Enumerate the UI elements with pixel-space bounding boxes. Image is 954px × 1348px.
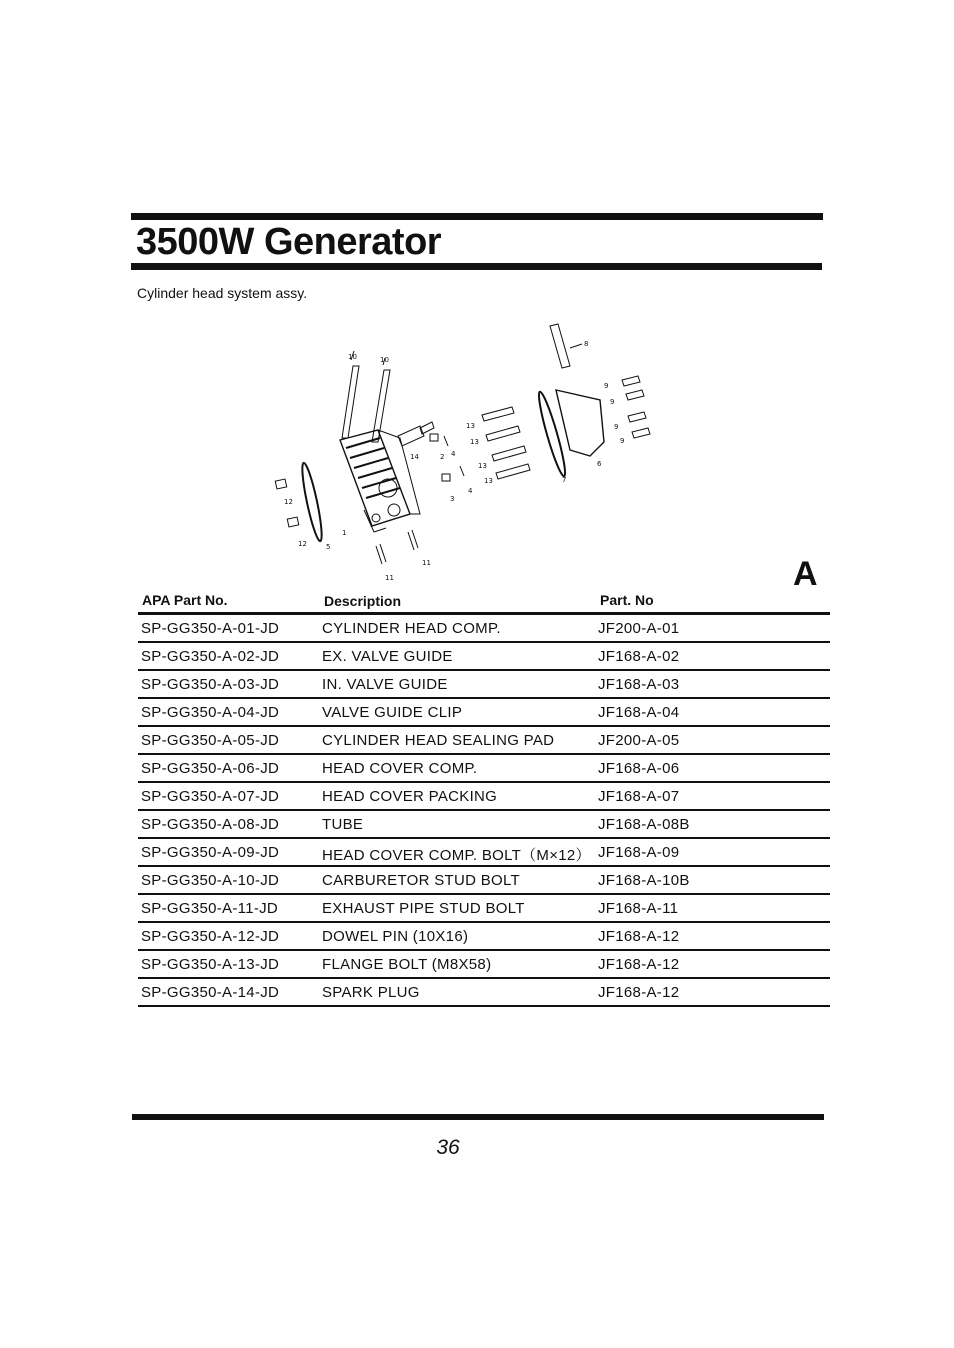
table-header <box>138 588 830 615</box>
cell-description: HEAD COVER PACKING <box>322 788 498 805</box>
cell-apa-part-no: SP-GG350-A-11-JD <box>141 900 279 917</box>
cell-description: DOWEL PIN (10X16) <box>322 928 469 945</box>
cell-part-no: JF168-A-12 <box>598 956 680 973</box>
callout-9b: 9 <box>610 398 615 406</box>
cell-part-no: JF168-A-02 <box>598 648 680 665</box>
cell-description: TUBE <box>322 816 364 833</box>
cylinder-head-drawing <box>340 430 420 532</box>
cell-part-no: JF168-A-03 <box>598 676 680 693</box>
table-row <box>138 923 830 951</box>
cell-part-no: JF200-A-01 <box>598 620 680 637</box>
cell-part-no: JF168-A-11 <box>598 900 679 917</box>
page-number: 36 <box>436 1136 460 1159</box>
callout-5: 5 <box>326 543 331 551</box>
cell-part-no: JF168-A-07 <box>598 788 680 805</box>
diagram-letter: A <box>793 555 818 593</box>
callout-9c: 9 <box>614 423 619 431</box>
cell-part-no: JF168-A-08B <box>598 816 690 833</box>
callout-8: 8 <box>584 340 589 348</box>
callout-2: 2 <box>440 453 445 461</box>
cell-description: CARBURETOR STUD BOLT <box>322 872 520 889</box>
table-row <box>138 979 830 1007</box>
callout-13c: 13 <box>478 462 487 470</box>
cell-apa-part-no: SP-GG350-A-03-JD <box>141 676 280 693</box>
table-row <box>138 951 830 979</box>
cell-apa-part-no: SP-GG350-A-04-JD <box>141 704 280 721</box>
callout-12a: 12 <box>284 498 293 506</box>
table-row <box>138 867 830 895</box>
callout-3: 3 <box>450 495 455 503</box>
spark-plug-drawing <box>398 422 434 446</box>
cell-apa-part-no: SP-GG350-A-07-JD <box>141 788 280 805</box>
callout-9d: 9 <box>620 437 625 445</box>
cell-apa-part-no: SP-GG350-A-06-JD <box>141 760 280 777</box>
cell-part-no: JF168-A-06 <box>598 760 680 777</box>
cell-apa-part-no: SP-GG350-A-14-JD <box>141 984 280 1001</box>
header-apa-part-no: APA Part No. <box>142 592 228 608</box>
cell-description: FLANGE BOLT (M8X58) <box>322 956 492 973</box>
table-row <box>138 755 830 783</box>
callout-13d: 13 <box>484 477 493 485</box>
callout-4a: 4 <box>451 450 456 458</box>
cell-description: EX. VALVE GUIDE <box>322 648 453 665</box>
section-subtitle: Cylinder head system assy. <box>137 285 308 301</box>
table-row <box>138 643 830 671</box>
cell-part-no: JF168-A-09 <box>598 844 680 861</box>
callout-12b: 12 <box>298 540 307 548</box>
cell-apa-part-no: SP-GG350-A-09-JD <box>141 844 280 861</box>
table-row <box>138 671 830 699</box>
exploded-parts-diagram <box>260 318 680 588</box>
callout-13b: 13 <box>470 438 479 446</box>
cell-description: IN. VALVE GUIDE <box>322 676 448 693</box>
callout-11b: 11 <box>422 559 431 567</box>
cell-apa-part-no: SP-GG350-A-05-JD <box>141 732 280 749</box>
cell-description: HEAD COVER COMP. BOLT（M×12） <box>322 847 591 864</box>
table-row <box>138 615 830 643</box>
table-row <box>138 895 830 923</box>
cell-part-no: JF168-A-04 <box>598 704 680 721</box>
callout-1: 1 <box>342 529 347 537</box>
callout-6: 6 <box>597 460 602 468</box>
stud-bolt-drawing <box>342 351 390 442</box>
cell-description: CYLINDER HEAD SEALING PAD <box>322 732 555 749</box>
table-row <box>138 727 830 755</box>
cell-apa-part-no: SP-GG350-A-08-JD <box>141 816 280 833</box>
table-body <box>138 615 830 1007</box>
header-description: Description <box>324 593 402 609</box>
cell-part-no: JF168-A-12 <box>598 928 680 945</box>
cell-apa-part-no: SP-GG350-A-02-JD <box>141 648 280 665</box>
callout-4b: 4 <box>468 487 473 495</box>
cell-description: SPARK PLUG <box>322 984 420 1001</box>
title-bottom-rule <box>131 263 822 270</box>
cell-apa-part-no: SP-GG350-A-13-JD <box>141 956 280 973</box>
footer-rule <box>132 1114 824 1120</box>
cell-description: VALVE GUIDE CLIP <box>322 704 463 721</box>
table-row <box>138 699 830 727</box>
callout-13a: 13 <box>466 422 475 430</box>
table-row <box>138 783 830 811</box>
cell-apa-part-no: SP-GG350-A-12-JD <box>141 928 280 945</box>
callout-9a: 9 <box>604 382 609 390</box>
cell-description: HEAD COVER COMP. <box>322 760 478 777</box>
cell-description: EXHAUST PIPE STUD BOLT <box>322 900 525 917</box>
header-part-no: Part. No <box>600 592 654 608</box>
callout-10b: 10 <box>380 356 389 364</box>
cell-part-no: JF168-A-12 <box>598 984 680 1001</box>
page-title: 3500W Generator <box>136 221 442 263</box>
cell-apa-part-no: SP-GG350-A-10-JD <box>141 872 280 889</box>
table-row <box>138 811 830 839</box>
parts-table <box>138 588 830 1007</box>
callout-10a: 10 <box>348 353 357 361</box>
cell-apa-part-no: SP-GG350-A-01-JD <box>141 620 280 637</box>
callout-11a: 11 <box>385 574 394 582</box>
callout-14: 14 <box>410 453 419 461</box>
table-row <box>138 839 830 867</box>
cell-description: CYLINDER HEAD COMP. <box>322 620 501 637</box>
cell-part-no: JF168-A-10B <box>598 872 690 889</box>
cell-part-no: JF200-A-05 <box>598 732 680 749</box>
callout-7: 7 <box>562 476 567 484</box>
